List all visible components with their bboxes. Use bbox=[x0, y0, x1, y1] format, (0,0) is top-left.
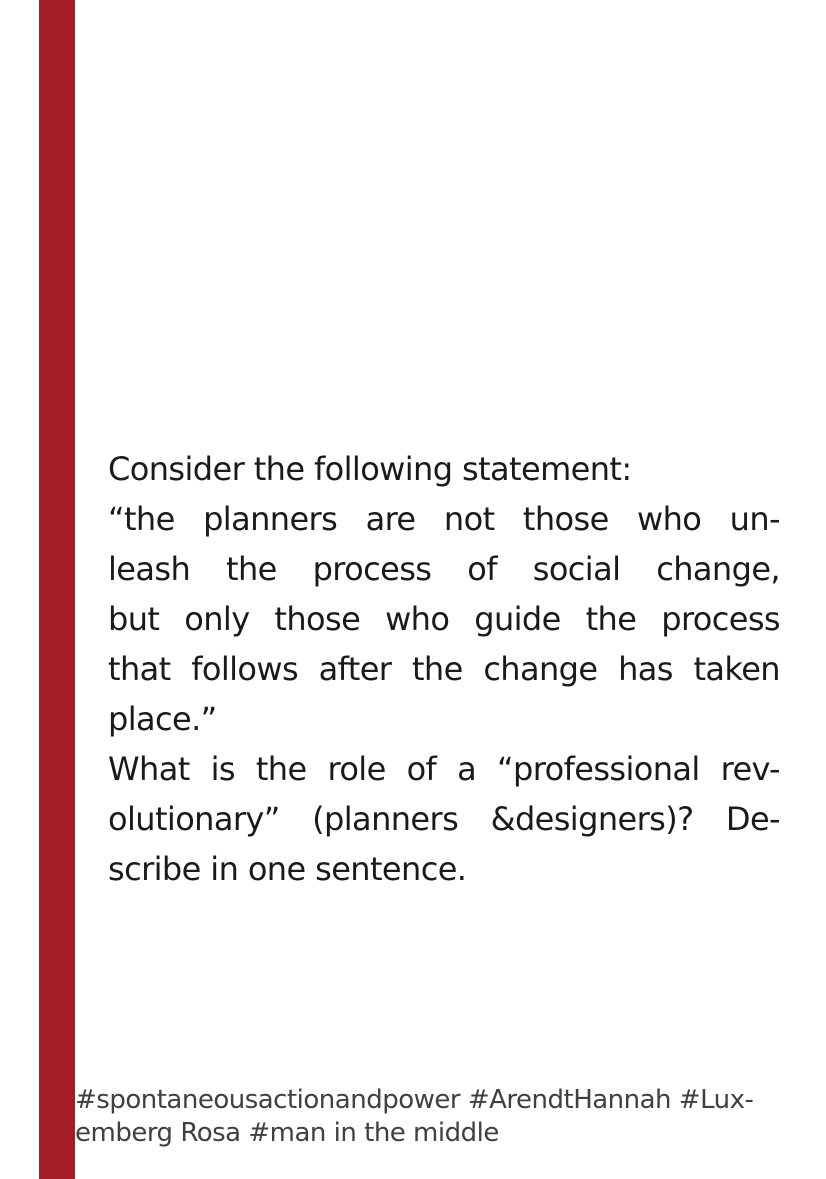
quote-line: place.” bbox=[108, 700, 217, 738]
prompt-intro bbox=[108, 444, 780, 494]
intro-line: Consider the following statement: bbox=[108, 450, 632, 488]
quote-line: leash the process of social change, bbox=[108, 550, 780, 588]
question-line: scribe in one sentence. bbox=[108, 850, 467, 888]
question-line: What is the role of a “professional rev- bbox=[108, 750, 780, 788]
hashtags bbox=[75, 1084, 820, 1150]
quote-block bbox=[108, 494, 780, 744]
quote-line: but only those who guide the process bbox=[108, 600, 780, 638]
quote-line: “the planners are not those who un- bbox=[108, 500, 780, 538]
hashtag-line: emberg Rosa #man in the middle bbox=[75, 1118, 499, 1148]
prompt-text bbox=[108, 444, 780, 894]
question-line: olutionary” (planners &designers)? De- bbox=[108, 800, 780, 838]
question-block bbox=[108, 744, 780, 894]
quote-line: that follows after the change has taken bbox=[108, 650, 780, 688]
accent-bar bbox=[39, 0, 75, 1179]
hashtag-line: #spontaneousactionandpower #ArendtHannah #Lux- bbox=[75, 1085, 754, 1115]
